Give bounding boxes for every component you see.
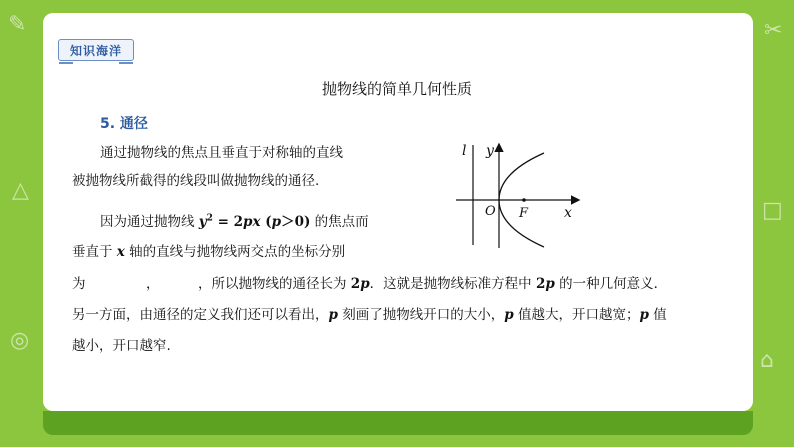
decor-glyph: ◎ bbox=[10, 328, 30, 353]
math-text: 2 bbox=[535, 276, 546, 292]
focus-point bbox=[522, 198, 526, 202]
text-run: 因为通过抛物线 bbox=[100, 214, 199, 230]
section-badge: 知识海洋 bbox=[58, 39, 134, 61]
math-var: p bbox=[545, 276, 555, 292]
text-run: 轴的直线与抛物线两交点的坐标分别 bbox=[124, 244, 346, 260]
label-f: F bbox=[519, 206, 529, 221]
text-run: 垂直于 bbox=[72, 244, 117, 260]
text-run: ，所以抛物线的通径长为 bbox=[198, 276, 351, 292]
paragraph-line bbox=[72, 272, 86, 292]
decor-glyph: △ bbox=[12, 178, 29, 203]
decor-glyph: ✎ bbox=[8, 12, 27, 37]
page-title: 抛物线的简单几何性质 bbox=[321, 80, 472, 98]
text-run: 为 bbox=[72, 276, 86, 292]
paragraph-line: 通过抛物线的焦点且垂直于对称轴的直线 bbox=[100, 145, 343, 161]
text-run: 值 bbox=[648, 307, 667, 323]
math-var: p bbox=[504, 307, 514, 323]
math-var: p bbox=[271, 214, 282, 230]
math-text: ( bbox=[260, 214, 272, 230]
math-var: p bbox=[639, 307, 649, 323]
paragraph-line bbox=[100, 210, 369, 230]
paragraph-line bbox=[72, 303, 667, 323]
text-run: 刻画了抛物线开口的大小， bbox=[337, 307, 505, 323]
label-y: y bbox=[486, 143, 494, 159]
label-l: l bbox=[462, 143, 467, 159]
math-var: px bbox=[243, 214, 261, 230]
paragraph-line bbox=[146, 272, 160, 292]
slide-footer-bar bbox=[43, 411, 753, 435]
decor-glyph: ✂ bbox=[764, 18, 783, 43]
math-var: x bbox=[116, 244, 125, 260]
text-run: 的一种几何意义． bbox=[554, 276, 668, 292]
decor-glyph: □ bbox=[762, 198, 783, 223]
math-var: p bbox=[360, 276, 370, 292]
math-exponent: 2 bbox=[206, 213, 213, 224]
text-run: ， bbox=[146, 276, 160, 292]
paragraph-line: 被抛物线所截得的线段叫做抛物线的通径. bbox=[72, 173, 320, 189]
paragraph-line: 越小，开口越窄. bbox=[72, 338, 171, 354]
math-text: = 2 bbox=[212, 214, 244, 230]
label-x: x bbox=[564, 205, 572, 221]
text-run: ．这就是抛物线标准方程中 bbox=[369, 276, 536, 292]
text-run: 另一方面，由通径的定义我们还可以看出， bbox=[72, 307, 329, 323]
paragraph-line bbox=[72, 240, 345, 260]
section-heading: 5. 通径 bbox=[100, 116, 148, 132]
paragraph-line bbox=[198, 272, 667, 292]
text-run: 的焦点而 bbox=[310, 214, 369, 230]
parabola-figure bbox=[448, 133, 588, 253]
text-run: 值越大，开口越宽； bbox=[513, 307, 640, 323]
math-text: 2 bbox=[350, 276, 361, 292]
math-var: p bbox=[328, 307, 338, 323]
math-text: ＞0) bbox=[281, 214, 311, 230]
decor-glyph: ⌂ bbox=[760, 348, 774, 373]
label-o: O bbox=[485, 204, 496, 219]
math-var: y bbox=[198, 214, 207, 230]
